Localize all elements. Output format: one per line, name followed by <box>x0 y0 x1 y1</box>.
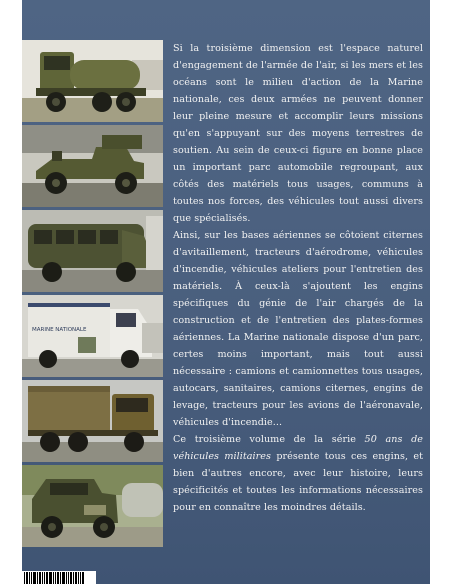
photo-cargo-truck <box>22 380 163 462</box>
series-title: 50 ans de véhicules militaires <box>173 434 423 462</box>
bus-side-text: MARINE NATIONALE <box>32 327 87 333</box>
photo-tanker-truck <box>22 40 163 122</box>
paragraph-3-start: Ce troisième volume de la série <box>173 434 365 445</box>
back-cover-text <box>173 40 423 516</box>
barcode <box>22 571 96 584</box>
photo-van-marine <box>22 295 163 377</box>
paragraph-3 <box>173 431 423 516</box>
paragraph-3-end: présente tous ces engins, et bien d'autres encore, avec leur histoire, leurs spécificités et toutes les informations nécessaires pour en connaître les moindres détails. <box>173 451 424 513</box>
back-cover <box>22 0 430 584</box>
photo-tractor <box>22 465 163 547</box>
paragraph-2: Ainsi, sur les bases aériennes se côtoient citernes d'avitaillement, tracteurs d'aérodrome, véhicules d'incendie, véhicules ateliers pour l'entretien des matériels. À ceux-là s'ajoutent les engins spécifiques du génie de l'air chargés de la construction et de l'entretien des plates-formes aériennes. La Marine nationale dispose d'un parc, certes moins important, mais tout aussi nécessaire : camions et camionnettes tous usages, autocars, sanitaires, camions citernes, engins de levage, tracteurs pour les avions de l'aéronavale, véhicules d'incendie... <box>173 230 423 428</box>
photo-jeep <box>22 125 163 207</box>
photo-bus <box>22 210 163 292</box>
photo-column <box>22 40 163 550</box>
paragraph-1: Si la troisième dimension est l'espace naturel d'engagement de l'armée de l'air, si les mers et les océans sont le milieu d'action de la Marine nationale, ces deux armées ne peuvent donner leur pleine mesure et accomplir leurs missions qu'en s'appuyant sur des moyens terrestres de soutien. Au sein de ceux-ci figure en bonne place un important parc automobile regroupant, aux côtés des matériels tous usages, communs à toutes nos forces, des véhicules tout aussi divers que spécialisés. <box>173 43 423 224</box>
